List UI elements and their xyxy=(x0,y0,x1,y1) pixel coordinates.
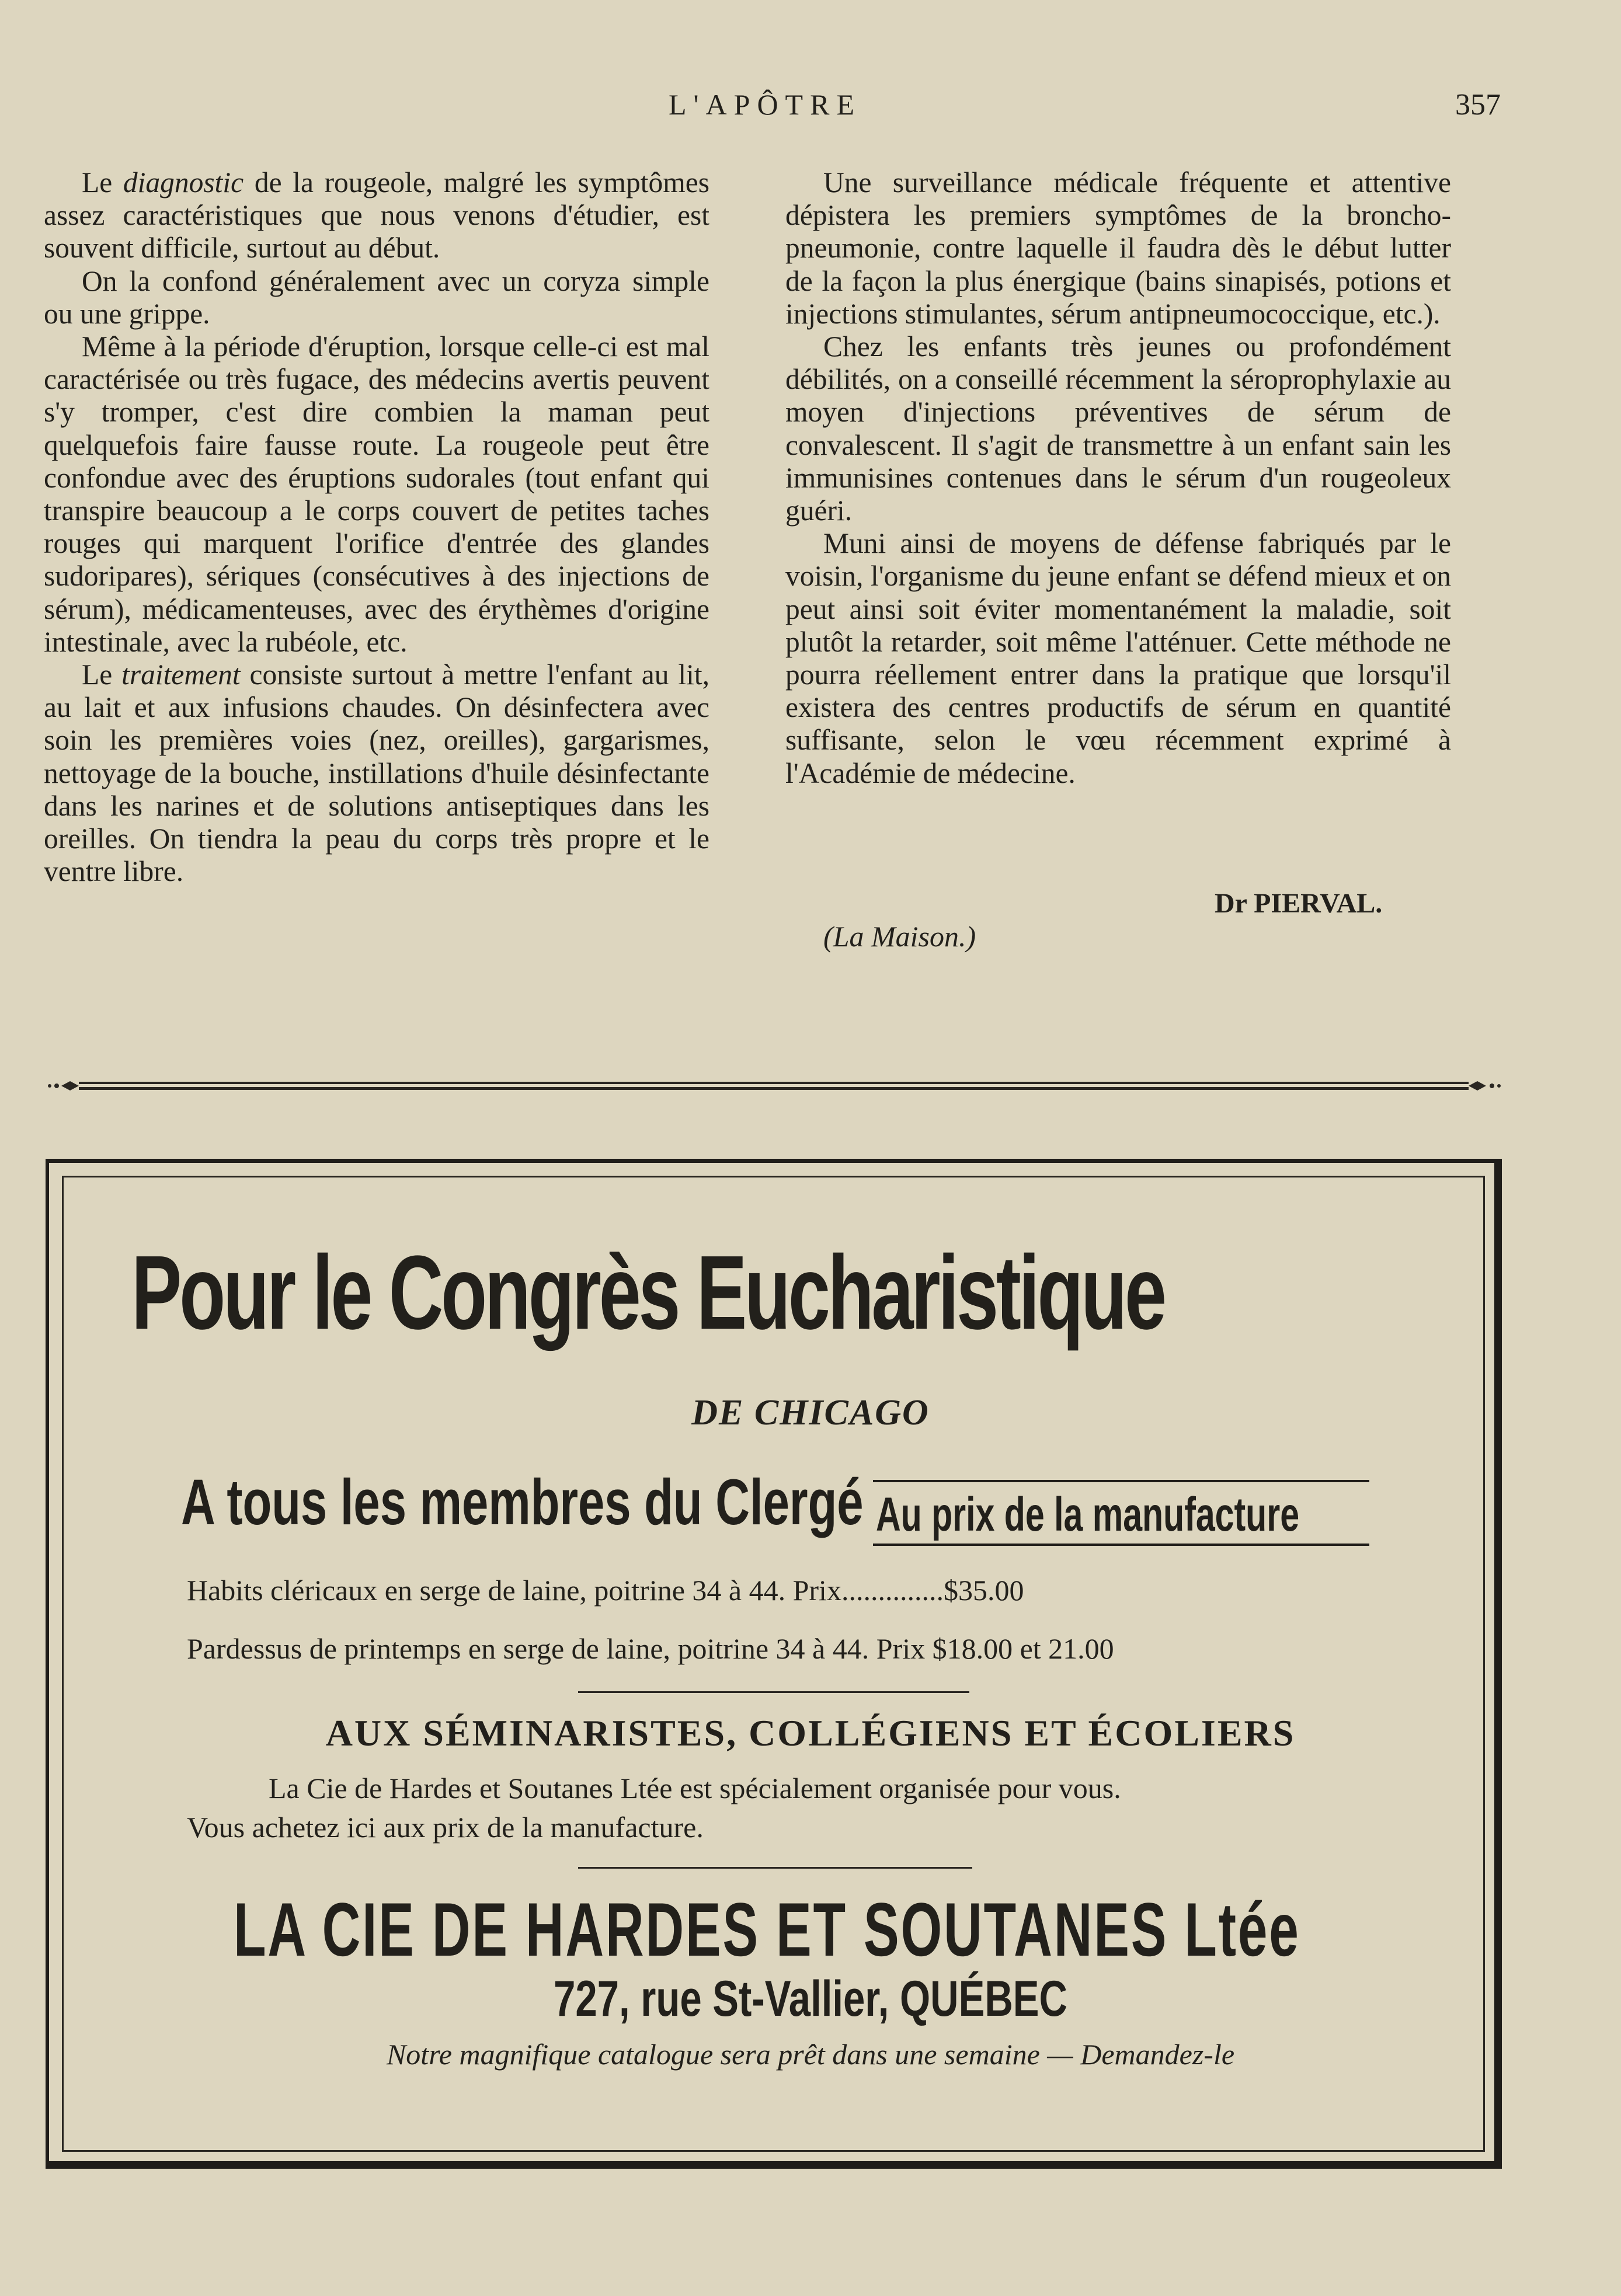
article-right-column xyxy=(785,166,1451,790)
ad-separator-1 xyxy=(578,1691,969,1693)
ad-separator-2 xyxy=(578,1867,972,1869)
ad-catalogue-note: Notre magnifique catalogue sera prêt dans une semaine — Demandez-le xyxy=(386,2038,1235,2071)
ad-address: 727, rue St-Vallier, QUÉBEC xyxy=(554,1971,1067,2027)
ad-seminarists-heading: AUX SÉMINARISTES, COLLÉGIENS ET ÉCOLIERS xyxy=(325,1712,1296,1754)
ad-company-name: LA CIE DE HARDES ET SOUTANES Ltée xyxy=(234,1887,1300,1972)
paragraph-seroprophylaxie: Chez les enfants très jeunes ou profondément débilités, on a conseillé récemment la séroprophylaxie au moyen d'injections préventives de sérum de convalescent. Il s'agit de transmettre à un enfant sain les immunisines contenues dans le sérum d'un rougeoleux guéri. xyxy=(785,330,1451,527)
ad-headline: Pour le Congrès Eucharistique xyxy=(131,1234,1164,1351)
article-left-column xyxy=(44,166,709,888)
emphasis-traitement: traitement xyxy=(121,659,241,691)
ad-clergy-line: A tous les membres du Clergé xyxy=(181,1466,864,1538)
author-signature: Dr PIERVAL. xyxy=(1215,888,1383,919)
paragraph-surveillance: Une surveillance médicale fréquente et attentive dépistera les premiers symptômes de la broncho-pneumonie, contre laquelle il faudra dès le début lutter de la façon la plus énergique (bains sinapisés, potions et injections stimulantes, sérum antipneumococcique, etc.). xyxy=(785,166,1451,330)
ad-subheadline: DE CHICAGO xyxy=(691,1393,930,1433)
paragraph-traitement: Le traitement consiste surtout à mettre l'enfant au lit, au lait et aux infusions chaudes. On désinfectera avec soin les premières voies (nez, oreilles), gargarismes, nettoyage de la bouche, instillations d'huile désinfectante dans les narines et de solutions antiseptiques dans les oreilles. On tiendra la peau du corps très propre et le ventre libre. xyxy=(44,659,709,888)
paragraph-defense: Muni ainsi de moyens de défense fabriqués par le voisin, l'organisme du jeune enfant se défend mieux et on peut ainsi soit éviter momentanément la maladie, soit plutôt la retarder, soit même l'atténuer. Cette méthode ne pourra réellement entrer dans la pratique que lorsqu'il existera des centres productifs de sérum en quantité suffisante, selon le vœu récemment exprimé à l'Académie de médecine. xyxy=(785,527,1451,789)
paragraph-eruption: Même à la période d'éruption, lorsque celle-ci est mal caractérisée ou très fugace, des médecins avertis peuvent s'y tromper, c'est dire combien la maman peut quelquefois faire fausse route. La rougeole peut être confondue avec des éruptions sudorales (tout enfant qui transpire beaucoup a le corps couvert de petites taches rouges qui marquent l'orifice d'entrée des glandes sudoripares), sériques (consécutives à des injections de sérum), médicamenteuses, avec des érythèmes d'origine intestinale, avec la rubéole, etc. xyxy=(44,330,709,658)
article-source: (La Maison.) xyxy=(823,920,976,953)
emphasis-diagnostic: diagnostic xyxy=(123,166,244,198)
ad-habits-line: Habits cléricaux en serge de laine, poitrine 34 à 44. Prix..............$35.00 xyxy=(187,1574,1024,1607)
running-title: L'APÔTRE xyxy=(668,88,861,121)
ad-pardessus-line: Pardessus de printemps en serge de laine, poitrine 34 à 44. Prix $18.00 et 21.00 xyxy=(187,1632,1114,1665)
paragraph-diagnostic: Le diagnostic de la rougeole, malgré les symptômes assez caractéristiques que nous venons d'étudier, est souvent difficile, surtout au début. xyxy=(44,166,710,264)
page-number: 357 xyxy=(1455,88,1501,121)
ad-price-tag: Au prix de la manufacture xyxy=(876,1488,1300,1541)
paragraph-confusion: On la confond généralement avec un coryza simple ou une grippe. xyxy=(44,264,709,330)
ad-seminarists-text-2: Vous achetez ici aux prix de la manufacture. xyxy=(187,1811,704,1844)
ad-seminarists-text-1: La Cie de Hardes et Soutanes Ltée est spécialement organisée pour vous. xyxy=(269,1772,1121,1804)
ornamental-divider xyxy=(44,1074,1504,1098)
